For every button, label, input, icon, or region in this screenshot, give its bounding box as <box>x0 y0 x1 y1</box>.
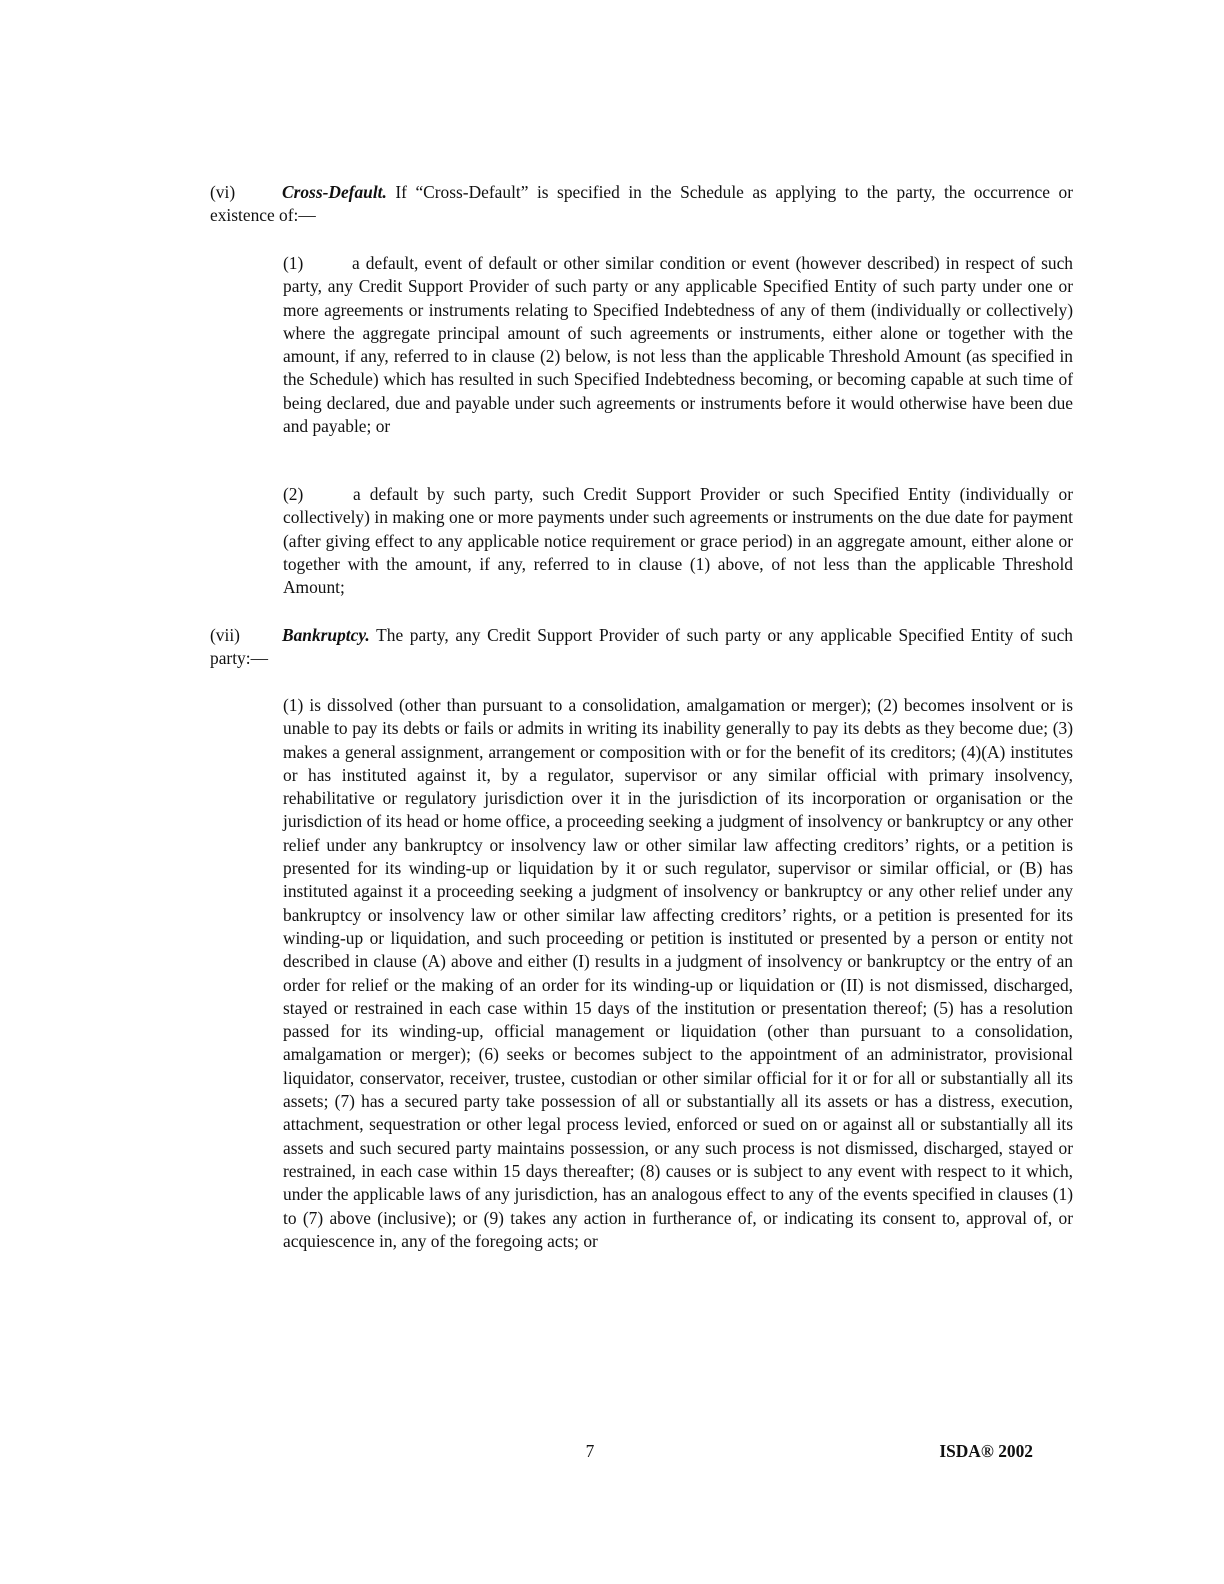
section-vii-intro: The party, any Credit Support Provider of such party or any applicable Specified Entity of such party:— <box>210 625 1073 669</box>
footer-brand: ISDA® 2002 <box>939 1441 1033 1461</box>
clause-1-number: (1) <box>283 253 304 273</box>
page-number: 7 <box>585 1441 595 1461</box>
section-vi-title: Cross-Default. <box>282 182 387 202</box>
section-vii-body: (1) is dissolved (other than pursuant to a consolidation, amalgamation or merger); (2) becomes insolvent or is unable to pay its debts or fails or admits in writing its inability generally to pay its debts as they become due; (3) makes a general assignment, arrangement or composition with or for the benefit of its creditors; (4)(A) institutes or has instituted against it, by a regulator, supervisor or any similar official with primary insolvency, rehabilitative or regulatory jurisdiction over it in the jurisdiction of its incorporation or organisation or the jurisdiction of its head or home office, a proceeding seeking a judgment of insolvency or bankruptcy or any other relief under any bankruptcy or insolvency law or other similar law affecting creditors’ rights, or a petition is presented for its winding-up or liquidation by it or such regulator, supervisor or similar official, or (B) has instituted against it a proceeding seeking a judgment of insolvency or bankruptcy or any other relief under any bankruptcy or insolvency law or other similar law affecting creditors’ rights, or a petition is presented for its winding-up or liquidation, and such proceeding or petition is instituted or presented by a person or entity not described in clause (A) above and either (I) results in a judgment of insolvency or bankruptcy or the entry of an order for relief or the making of an order for its winding-up or liquidation or (II) is not dismissed, discharged, stayed or restrained in each case within 15 days of the institution or presentation thereof; (5) has a resolution passed for its winding-up, official management or liquidation (other than pursuant to a consolidation, amalgamation or merger); (6) seeks or becomes subject to the appointment of an administrator, provisional liquidator, conservator, receiver, trustee, custodian or other similar official for it or for all or substantially all its assets; (7) has a secured party take possession of all or substantially all its assets or has a distress, execution, attachment, sequestration or other legal process levied, enforced or sued on or against all or substantially all its assets and such secured party maintains possession, or any such process is not dismissed, discharged, stayed or restrained, in each case within 15 days thereafter; (8) causes or is subject to any event with respect to it which, under the applicable laws of any jurisdiction, has an analogous effect to any of the events specified in clauses (1) to (7) above (inclusive); or (9) takes any action in furtherance of, or indicating its consent to, approval of, or acquiescence in, any of the foregoing acts; or <box>283 695 1073 1251</box>
clause-2-text: a default by such party, such Credit Support Provider or such Specified Entity (individually or collectively) in making one or more payments under such agreements or instruments on the due date for payment (after giving effect to any applicable notice requirement or grace period) in an aggregate amount, either alone or together with the amount, if any, referred to in clause (1) above, of not less than the applicable Threshold Amount; <box>283 484 1073 598</box>
clause-1-text: a default, event of default or other similar condition or event (however described) in respect of such party, any Credit Support Provider of such party or any applicable Specified Entity of such party under one or more agreements or instruments relating to Specified Indebtedness of any of them (individually or collectively) where the aggregate principal amount of such agreements or instruments, either alone or together with the amount, if any, referred to in clause (2) below, is not less than the applicable Threshold Amount (as specified in the Schedule) which has resulted in such Specified Indebtedness becoming, or becoming capable at such time of being declared, due and payable under such agreements or instruments before it would otherwise have been due and payable; or <box>283 253 1073 437</box>
section-vii-number: (vii) <box>210 625 240 645</box>
section-vi-number: (vi) <box>210 182 236 202</box>
section-vi-intro: If “Cross-Default” is specified in the Schedule as applying to the party, the occurrence or existence of:— <box>210 182 1073 226</box>
section-vi-clause-1 <box>283 252 1073 438</box>
clause-2-number: (2) <box>283 484 304 504</box>
section-vi-heading <box>210 181 1073 228</box>
section-vii-heading <box>210 624 1073 671</box>
section-vii-title: Bankruptcy. <box>282 625 370 645</box>
section-vi-clause-2 <box>283 483 1073 599</box>
